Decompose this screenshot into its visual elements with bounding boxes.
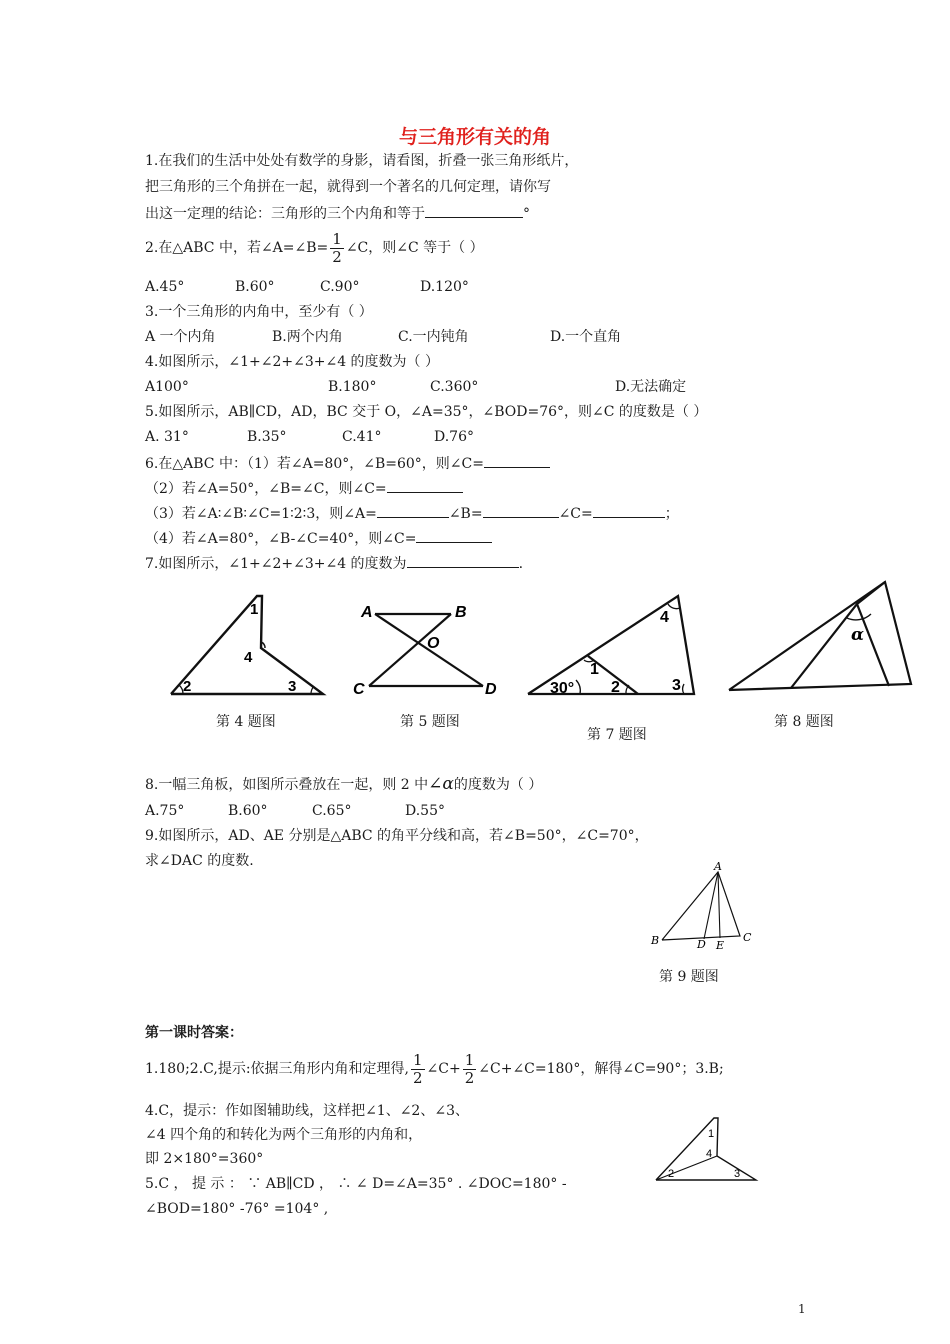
fraction-denominator: 2 [464,1068,475,1087]
answer-5-line-1: 5.C ， 提 示 ： ∵ AB∥CD ， ∴ ∠ D=∠A=35° . ∠DOC=180° - [145,1176,567,1192]
q4-option-d: D.无法确定 [615,379,687,395]
q6-text-3c: ∠C= [558,506,593,522]
alpha-arc [847,614,871,620]
q5-option-d: D.76° [434,429,474,445]
fraction [411,1052,425,1087]
q5-option-b: B.35° [247,429,287,445]
q8-option-b: B.60° [228,803,268,819]
q5-line: 5.如图所示，AB∥CD，AD，BC 交于 O，∠A=35°，∠BOD=76°，则∠C 的度数是（ ） [145,404,708,420]
q7-line [145,553,523,573]
fraction-numerator: 1 [332,229,342,248]
answer-1-text-a: 1.180;2.C,提示:依据三角形内角和定理得, [145,1061,409,1077]
angle-bisector-ad [704,872,718,939]
q5-option-c: C.41° [342,429,382,445]
q6-text-2: （2）若∠A=50°，∠B=∠C，则∠C= [145,481,387,497]
fraction-numerator: 1 [412,1050,423,1069]
angle-3-arc [311,686,314,694]
answer-blank[interactable] [484,453,550,468]
set-square-small [791,604,889,688]
angle-label-3: 3 [672,677,681,694]
q3-option-d: D.一个直角 [550,329,622,345]
answer-figure-diagram [652,1112,762,1186]
q6-text-3a: （3）若∠A∶∠B∶∠C=1∶2∶3，则∠A= [145,506,377,522]
alpha-angle-symbol: ∠α [428,774,454,794]
angle-label-alpha: α [851,625,865,645]
q4-line: 4.如图所示，∠1+∠2+∠3+∠4 的度数为（ ） [145,354,439,370]
point-label-a: A [361,604,373,621]
answer-line-1 [145,1049,724,1089]
point-label-c: C [743,931,752,944]
page-title: 与三角形有关的角 [398,126,551,148]
fraction-denominator: 2 [412,1068,423,1087]
q2-option-a: A.45° [145,279,185,295]
answer-5-line-2: ∠BOD=180° -76° =104° , [145,1201,329,1217]
q4-option-a: A100° [145,379,189,395]
q1-line-3 [145,203,530,223]
angle-3-arc [683,684,684,694]
fraction-denominator: 2 [332,247,342,266]
q2-option-c: C.90° [320,279,360,295]
q2-line [145,228,484,268]
angle-4-arc [668,604,680,609]
answer-blank[interactable] [425,203,523,218]
q2-option-b: B.60° [235,279,275,295]
q8-option-d: D.55° [405,803,445,819]
triangle-abc [662,872,740,940]
q6-line-4 [145,528,492,548]
q6-text-4: （4）若∠A=80°，∠B-∠C=40°，则∠C= [145,531,417,547]
answer-4-line-1: 4.C，提示：作如图辅助线，这样把∠1、∠2、∠3、 [145,1103,469,1119]
q2-text-a: 2.在△ABC 中，若∠A=∠B= [145,240,329,256]
angle-label-2: 2 [668,1168,675,1180]
q1-line-1: 1.在我们的生活中处处有数学的身影，请看图，折叠一张三角形纸片， [145,153,579,169]
q3-option-a: A 一个内角 [145,329,216,345]
answer-1-text-c: ∠C+∠C=180°，解得∠C=90°；3.B; [478,1061,724,1077]
fraction-numerator: 1 [464,1050,475,1069]
answer-blank[interactable] [483,503,559,518]
q2-option-d: D.120° [420,279,469,295]
figure-7-diagram [522,590,702,700]
q3-option-c: C.一内钝角 [398,329,469,345]
q9-line-2: 求∠DAC 的度数. [145,853,254,869]
answer-1-text-b: ∠C+ [426,1061,461,1077]
q7-text: 7.如图所示，∠1+∠2+∠3+∠4 的度数为 [145,556,407,572]
q9-line-1: 9.如图所示，AD、AE 分别是△ABC 的角平分线和高，若∠B=50°，∠C=70°， [145,828,649,844]
figure-7-caption: 第 7 题图 [587,727,647,743]
figure-9-caption: 第 9 题图 [659,969,719,985]
point-label-a: A [714,860,722,873]
angle-label-30-degrees: 30° [550,680,575,697]
point-label-e: E [716,939,725,950]
angle-label-4: 4 [706,1148,713,1160]
point-label-o: O [427,635,440,652]
point-label-b: B [455,604,467,621]
figure-4-diagram [165,590,330,700]
set-square-edge [857,582,885,604]
page-number: 1 [798,1302,806,1316]
q6-text-3d: ； [664,506,679,522]
angle-label-4: 4 [660,609,669,626]
angle-label-1: 1 [250,601,259,618]
angle-label-2: 2 [611,679,620,696]
angle-label-2: 2 [183,678,192,695]
q5-option-a: A. 31° [145,429,189,445]
q6-line-2 [145,478,463,498]
figure-8-caption: 第 8 题图 [774,714,834,730]
figure-5-diagram [345,596,505,698]
angle-label-3: 3 [288,678,297,695]
q3-line: 3.一个三角形的内角中，至少有（ ） [145,304,373,320]
quadrilateral-outline [171,596,323,694]
point-label-b: B [651,934,660,947]
angle-label-1: 1 [708,1128,715,1140]
q8-option-a: A.75° [145,803,185,819]
figure-5-caption: 第 5 题图 [400,714,460,730]
point-label-c: C [353,681,365,698]
q6-line-1 [145,453,550,473]
answer-blank[interactable] [387,478,463,493]
point-label-d: D [697,938,706,950]
point-label-d: D [485,681,497,698]
angle-30-arc [576,680,580,694]
q6-text-1: 6.在△ABC 中：（1）若∠A=80°，∠B=60°，则∠C= [145,456,484,472]
fraction [463,1052,477,1087]
answer-blank[interactable] [416,528,492,543]
q8-text-b: 的度数为（ ） [453,777,543,793]
answer-4-line-2: ∠4 四个角的和转化为两个三角形的内角和， [145,1127,423,1143]
answer-blank[interactable] [407,553,519,568]
q8-line [145,773,542,796]
q7-period: . [518,556,524,572]
degree-sign: ° [523,206,530,222]
figure-4-caption: 第 4 题图 [216,714,276,730]
angle-label-4: 4 [244,649,253,666]
answer-4-line-3: 即 2×180°=360° [145,1151,264,1167]
q1-line-3-text: 出这一定理的结论：三角形的三个内角和等于 [145,206,425,222]
q6-text-3b: ∠B= [448,506,483,522]
q2-text-b: ∠C，则∠C 等于（ ） [345,240,484,256]
q4-option-c: C.360° [430,379,479,395]
answers-heading: 第一课时答案： [145,1025,243,1041]
q6-line-3 [145,503,679,523]
figure-9-diagram [648,858,758,950]
q8-option-c: C.65° [312,803,352,819]
figure-8-diagram [725,578,915,696]
angle-label-3: 3 [734,1168,741,1180]
altitude-ae [718,872,720,938]
angle-label-1: 1 [590,661,599,678]
q3-option-b: B.两个内角 [272,329,343,345]
q4-option-b: B.180° [328,379,377,395]
answer-blank[interactable] [593,503,665,518]
answer-blank[interactable] [377,503,449,518]
q8-text-a: 8.一幅三角板，如图所示叠放在一起，则 2 中 [145,777,429,793]
fraction [330,231,344,266]
q1-line-2: 把三角形的三个角拼在一起，就得到一个著名的几何定理，请你写 [145,179,551,195]
